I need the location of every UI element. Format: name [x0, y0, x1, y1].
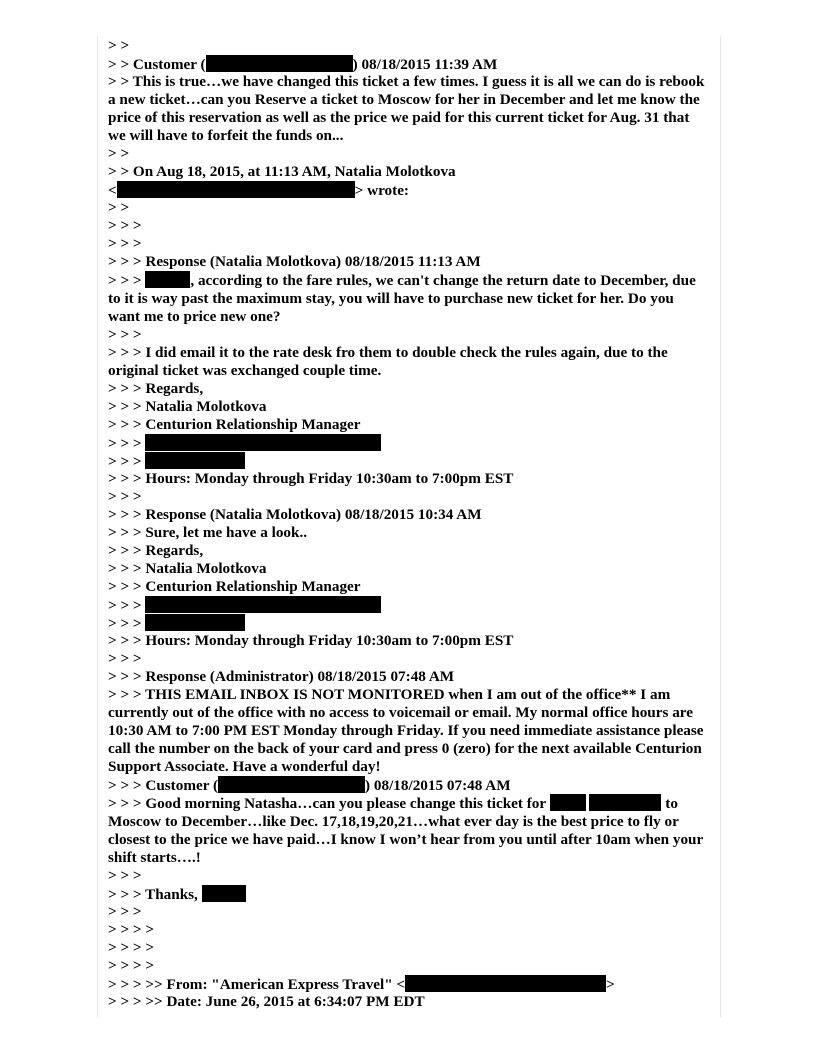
redacted-block [589, 794, 661, 811]
response-message: > > > Sure, let me have a look.. [108, 524, 308, 541]
redacted-block [117, 181, 355, 198]
quote-line: > > [108, 37, 130, 54]
quote-line: > > > [108, 903, 142, 920]
quote-line: > > > [108, 650, 142, 667]
signature-redacted-line: > > > [108, 434, 708, 452]
redacted-block [145, 452, 245, 469]
signature-line: > > > Natalia Molotkova [108, 398, 267, 415]
quote-line: > > > [108, 217, 142, 234]
customer-message: > > > Good morning Natasha…can you please change this ticket for to Moscow to December…like Dec. 17,18,19,20,21…what ever day is the best price to fly or closest to the price we have paid…I know I won’t hear from you until after 10am when your shift starts….! [108, 795, 703, 866]
redacted-block [206, 55, 353, 72]
customer-header-line [108, 55, 708, 73]
signature-redacted-line: > > > [108, 452, 708, 470]
signature-line: > > > Hours: Monday through Friday 10:30am to 7:00pm EST [108, 632, 514, 649]
quote-line: > > > [108, 326, 142, 343]
response-header: > > > Response (Administrator) 08/18/2015 07:48 AM [108, 668, 455, 685]
customer-header-line: > > > Customer ( ) 08/18/2015 07:48 AM [108, 777, 511, 794]
timestamp: ) 08/18/2015 11:39 AM [352, 56, 498, 73]
signature-line: > > > Centurion Relationship Manager [108, 416, 361, 433]
response-header: > > > Response (Natalia Molotkova) 08/18/2015 11:13 AM [108, 253, 481, 270]
reply-attribution: > > On Aug 18, 2015, at 11:13 AM, Natalia Molotkova [108, 163, 456, 180]
redacted-block [145, 434, 381, 451]
signature-line: > > > Natalia Molotkova [108, 560, 267, 577]
quote-line: > > > [108, 488, 142, 505]
quote-line: > > [108, 145, 130, 162]
customer-message: > > This is true…we have changed this ticket a few times. I guess it is all we can do is rebook a new ticket…can you Reserve a ticket to Moscow for her in December and let me know the price of this reservation as well as the price we paid for this current ticket for Aug. 31 that we will have to forfeit the funds on... [108, 73, 705, 144]
quote-line: > > > > [108, 939, 155, 956]
redacted-block [202, 885, 246, 902]
quote-line: > > [108, 199, 130, 216]
email-thread [108, 37, 708, 1011]
quote-line: > > > > [108, 921, 155, 938]
signature-line: > > > Hours: Monday through Friday 10:30am to 7:00pm EST [108, 470, 514, 487]
signature-line: > > > Centurion Relationship Manager [108, 578, 361, 595]
redacted-block [145, 596, 381, 613]
date-header-line: > > > >> Date: June 26, 2015 at 6:34:07 PM EDT [108, 993, 425, 1010]
closing-line: > > > Thanks, [108, 885, 708, 903]
redacted-block [218, 776, 365, 793]
reply-attribution-email: < > wrote: [108, 182, 409, 199]
redacted-block [550, 794, 586, 811]
signature-redacted-line: > > > [108, 614, 708, 632]
response-header: > > > Response (Natalia Molotkova) 08/18/2015 10:34 AM [108, 506, 482, 523]
response-message: > > > , according to the fare rules, we can't change the return date to December, due to it is way past the maximum stay, you will have to purchase new ticket for her. Do you want me to price new one? [108, 272, 696, 325]
redacted-block [145, 271, 190, 288]
response-message: > > > I did email it to the rate desk fro them to double check the rules again, due to the original ticket was exchanged couple time. [108, 344, 668, 379]
redacted-block [145, 614, 245, 631]
quote-line: > > > [108, 235, 142, 252]
quote-line: > > > [108, 867, 142, 884]
from-header-line: > > > >> From: "American Express Travel" < > [108, 976, 615, 993]
auto-reply-message: > > > THIS EMAIL INBOX IS NOT MONITORED when I am out of the office** I am currently out of the office with no access to voicemail or email. My normal office hours are 10:30 AM to 7:00 PM EST Monday through Friday. If you need immediate assistance please call the number on the back of your card and press 0 (zero) for the next available Centurion Support Associate. Have a wonderful day! [108, 686, 704, 775]
signature-line: > > > Regards, [108, 542, 204, 559]
redacted-block [405, 975, 606, 992]
customer-label: > > Customer ( [108, 56, 206, 73]
signature-redacted-line: > > > [108, 596, 708, 614]
signature-line: > > > Regards, [108, 380, 204, 397]
quote-line: > > > > [108, 957, 155, 974]
